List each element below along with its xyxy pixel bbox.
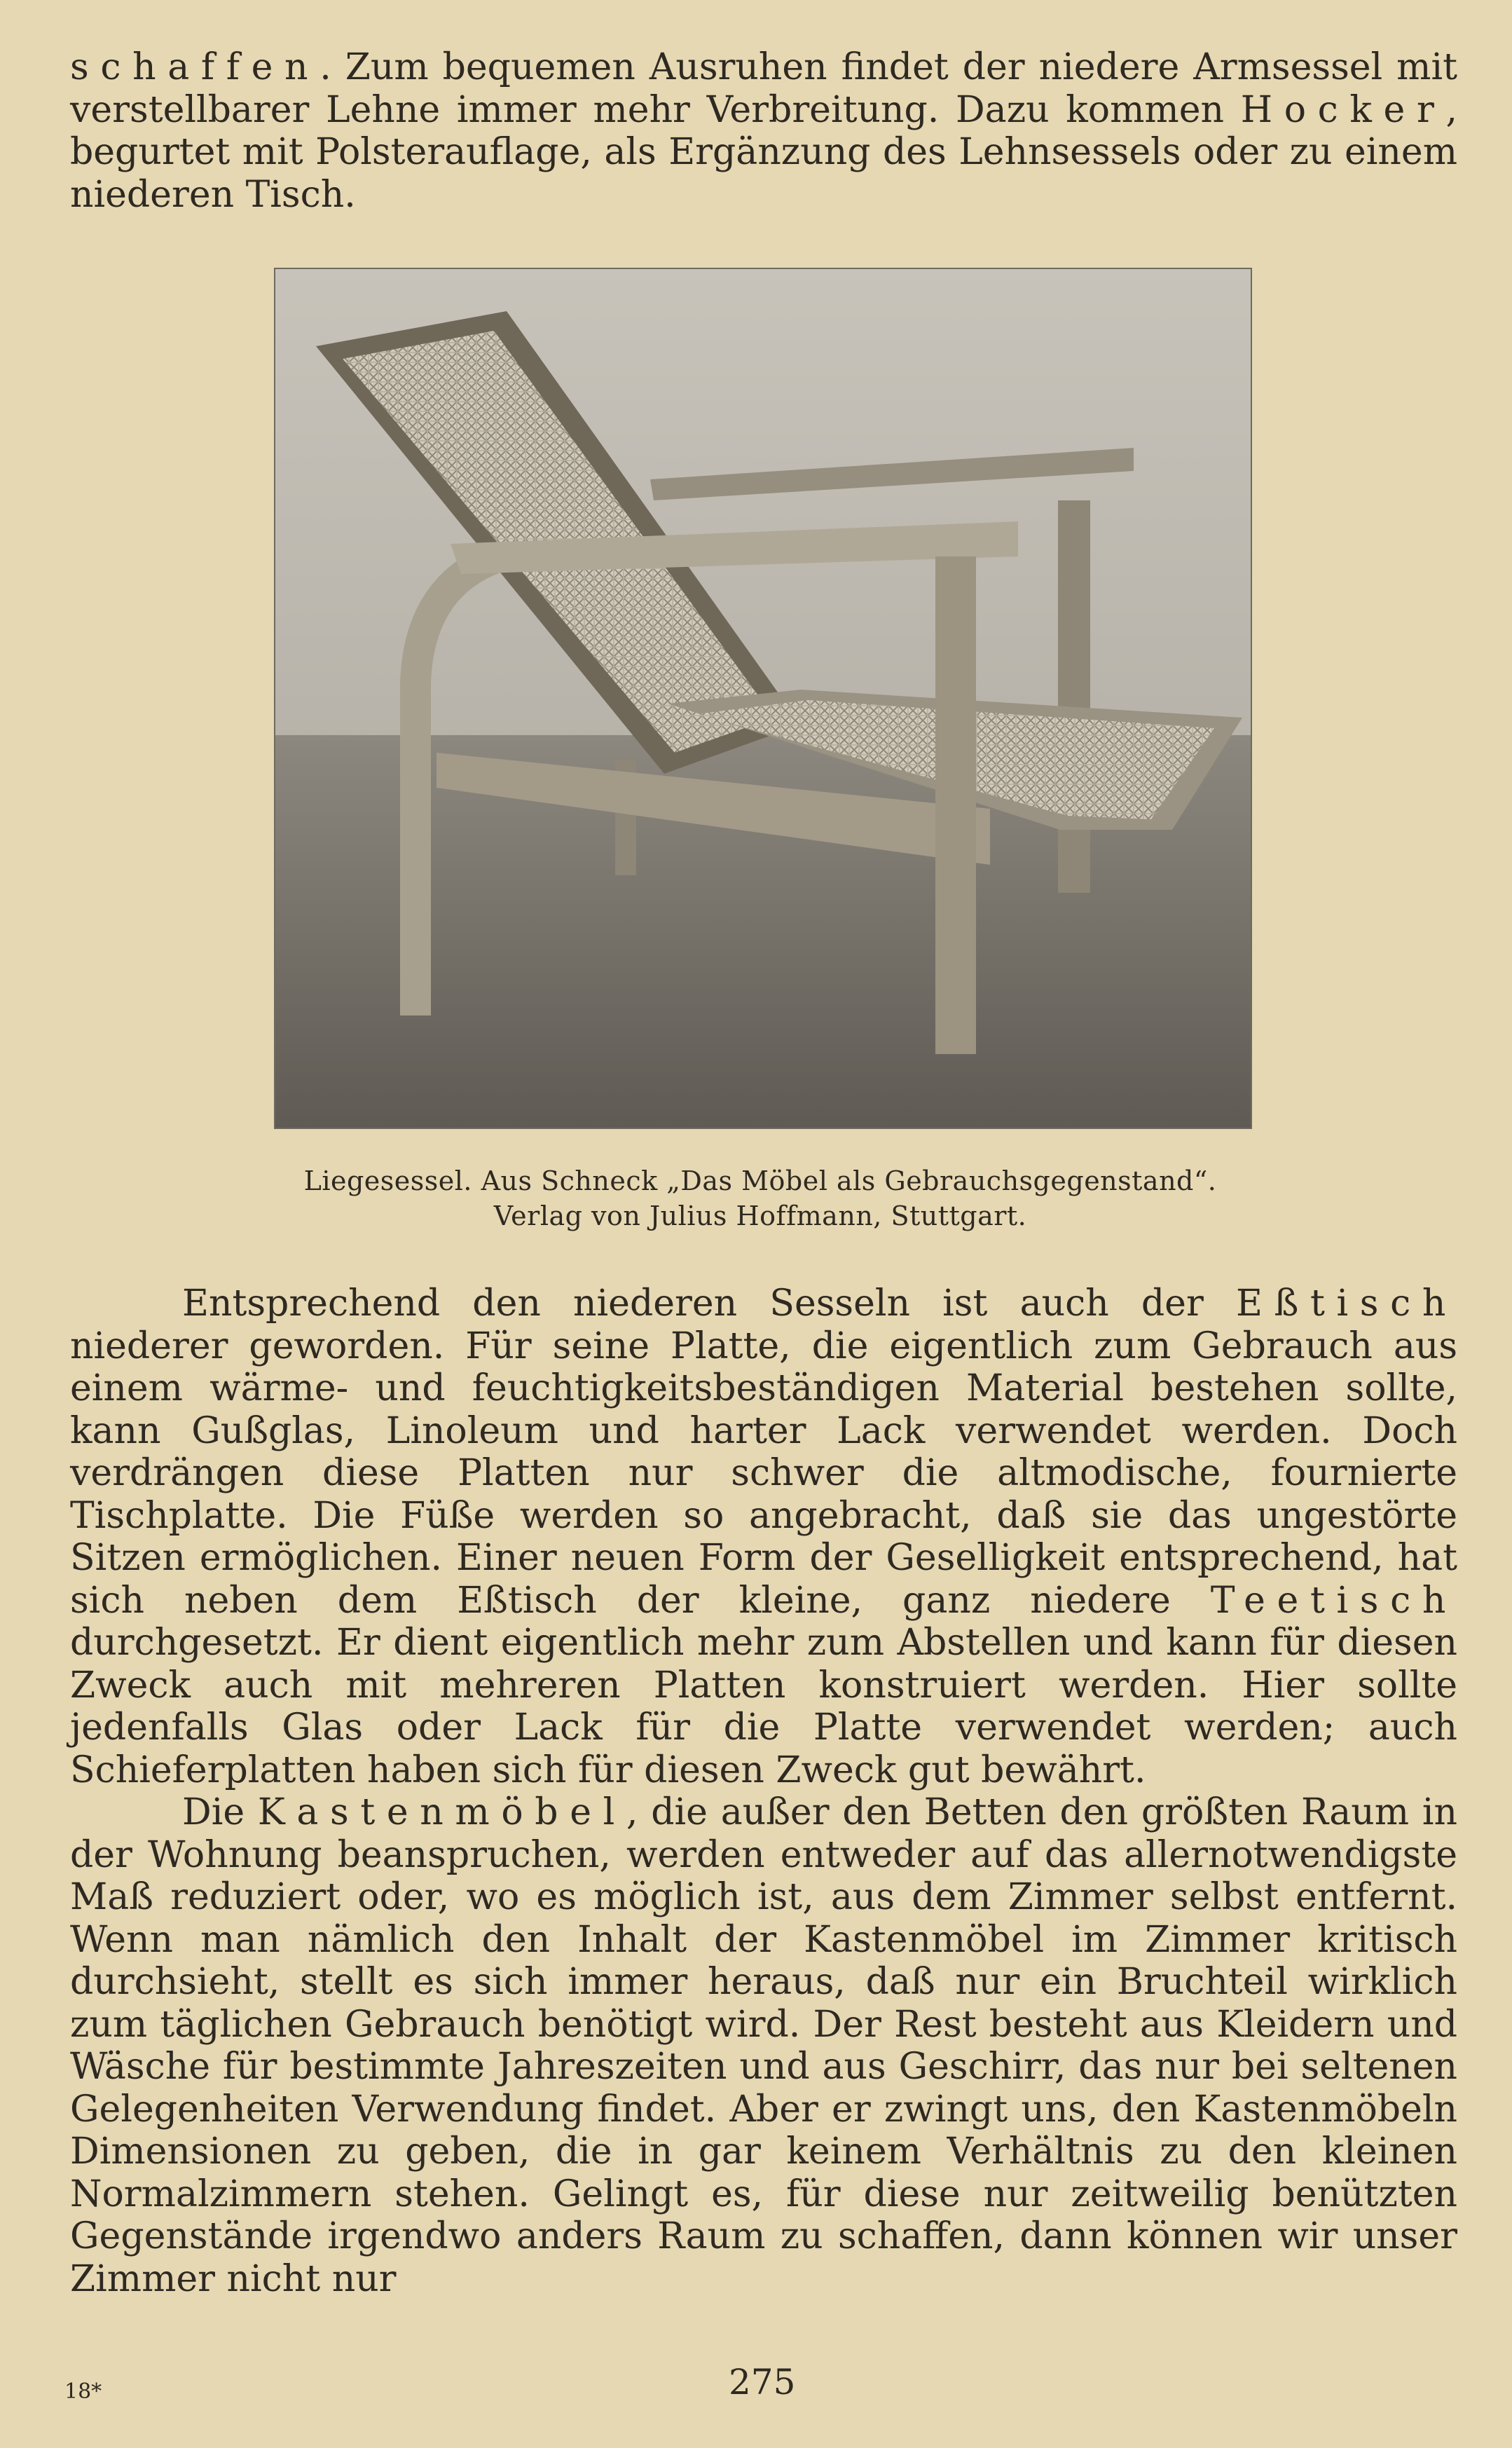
chair-back-leg-right — [1058, 500, 1090, 893]
p3-text-b: , die außer den Betten den größten Raum in der Wohnung beanspruchen, werden entweder auf das allernotwendigste Maß reduziert oder, wo es möglich ist, aus dem Zimmer selbst entfernt. Wenn man nämlich den Inhalt der Kastenmöbel im Zimmer kritisch durchsieht, stellt es sich immer heraus, daß nur ein Bruchteil wirklich zum täglichen Gebrauch benötigt wird. Der Rest besteht aus Kleidern und Wäsche für bestimmte Jahreszeiten und aus Geschirr, das nur bei seltenen Gelegenheiten Verwendung findet. Aber er zwingt uns, den Kastenmöbeln Dimensionen zu geben, die in gar keinem Verhältnis zu den kleinen Normalzimmern stehen. Gelingt es, für diese nur zeitweilig benützten Gegenstände irgendwo anders Raum zu schaffen, dann können wir unser Zimmer nicht nur — [70, 1791, 1457, 2300]
spaced-word-esstisch: Eßtisch — [1236, 1283, 1457, 1325]
spaced-word-hocker: Hocker — [1240, 88, 1446, 131]
chair-photograph — [275, 269, 1251, 1128]
p2-text-a: Entsprechend den niederen Sesseln ist auch der — [182, 1283, 1236, 1325]
intro-paragraph — [70, 46, 1457, 216]
page-number: 275 — [729, 2362, 796, 2402]
paragraph-kastenmoebel — [70, 1791, 1457, 2300]
chair-front-leg-right — [935, 556, 976, 1054]
body-text — [70, 1283, 1457, 2300]
p2-text-c: durchgesetzt. Er dient eigentlich mehr zum Abstellen und kann für diesen Zweck auch mit mehreren Platten konstruiert werden. Hier sollte jedenfalls Glas oder Lack für die Platte verwendet werden; auch Schieferplatten haben sich für diesen Zweck gut bewährt. — [70, 1622, 1457, 1791]
spaced-word-kastenmoebel: Kastenmöbel — [257, 1791, 626, 1833]
p2-text-b: niederer geworden. Für seine Platte, die eigentlich zum Gebrauch aus einem wärme- und feuchtigkeitsbeständigen Material bestehen sollte, kann Gußglas, Linoleum und harter Lack verwendet werden. Doch verdrängen diese Platten nur schwer die altmodische, fournierte Tischplatte. Die Füße werden so angebracht, daß sie das ungestörte Sitzen ermöglichen. Einer neuen Form der Geselligkeit entsprechend, hat sich neben dem Eßtisch der kleine, ganz niedere — [70, 1325, 1457, 1622]
spaced-word-teetisch: Teetisch — [1210, 1579, 1457, 1622]
signature-mark: 18* — [64, 2379, 102, 2404]
intro-text-a: . Zum bequemen Ausruhen findet der niedere Armsessel mit verstellbarer Lehne immer mehr Verbreitung. Dazu kommen — [70, 46, 1457, 131]
p3-text-a: Die — [182, 1791, 258, 1833]
paragraph-esstisch — [70, 1283, 1457, 1791]
intro-text-b: , begurtet mit Polsterauflage, als Ergänzung des Lehnsessels oder zu einem niederen Tisch. — [70, 88, 1457, 216]
caption-line-1: Liegesessel. Aus Schneck „Das Möbel als Gebrauchsgegenstand“. — [303, 1165, 1217, 1196]
reclining-chair-image — [275, 269, 1251, 1128]
caption-line-2: Verlag von Julius Hoffmann, Stuttgart. — [493, 1201, 1027, 1231]
spaced-word-schaffen: schaffen — [70, 46, 320, 88]
figure-caption — [133, 1163, 1387, 1233]
